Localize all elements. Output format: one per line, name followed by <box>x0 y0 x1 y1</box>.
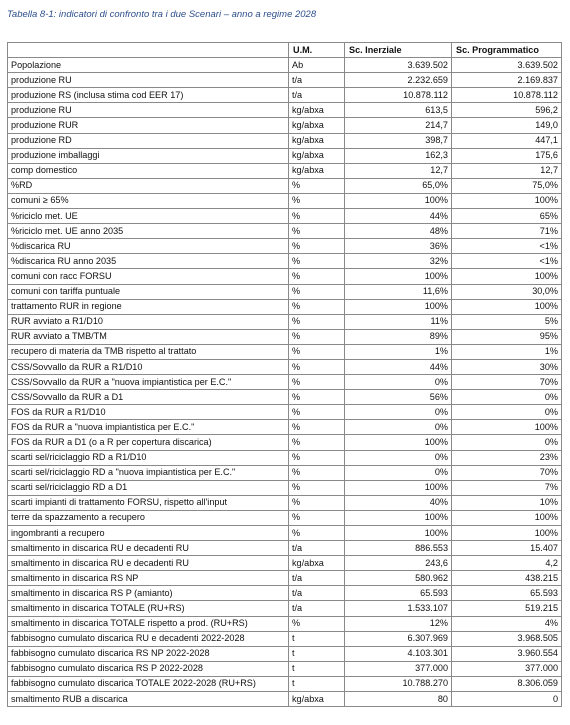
inertial-value-cell: 1% <box>345 344 452 359</box>
inertial-value-cell: 1.533.107 <box>345 601 452 616</box>
table-row <box>8 405 562 420</box>
indicator-cell: scarti sel/riciclaggio RD a R1/D10 <box>8 450 289 465</box>
inertial-value-cell: 0% <box>345 450 452 465</box>
table-row <box>8 269 562 284</box>
indicator-cell: FOS da RUR a R1/D10 <box>8 405 289 420</box>
inertial-value-cell: 0% <box>345 375 452 390</box>
table-row <box>8 375 562 390</box>
programmatic-value-cell: 100% <box>452 193 562 208</box>
table-header-row <box>8 43 562 58</box>
indicator-cell: FOS da RUR a D1 (o a R per copertura discarica) <box>8 435 289 450</box>
indicator-cell: scarti sel/riciclaggio RD a "nuova impiantistica per E.C." <box>8 465 289 480</box>
inertial-value-cell: 56% <box>345 390 452 405</box>
unit-cell: % <box>289 209 345 224</box>
programmatic-value-cell: 3.968.505 <box>452 631 562 646</box>
table-row <box>8 495 562 510</box>
unit-cell: % <box>289 329 345 344</box>
inertial-value-cell: 10.878.112 <box>345 88 452 103</box>
inertial-value-cell: 4.103.301 <box>345 646 452 661</box>
table-row <box>8 163 562 178</box>
table-row <box>8 329 562 344</box>
unit-cell: kg/abxa <box>289 556 345 571</box>
indicator-cell: recupero di materia da TMB rispetto al trattato <box>8 344 289 359</box>
unit-cell: % <box>289 390 345 405</box>
unit-cell: kg/abxa <box>289 148 345 163</box>
unit-cell: % <box>289 193 345 208</box>
indicator-cell: terre da spazzamento a recupero <box>8 510 289 525</box>
indicator-cell: RUR avviato a R1/D10 <box>8 314 289 329</box>
programmatic-value-cell: 23% <box>452 450 562 465</box>
unit-cell: % <box>289 616 345 631</box>
indicator-cell: fabbisogno cumulato discarica TOTALE 2022-2028 (RU+RS) <box>8 676 289 691</box>
indicator-cell: comp domestico <box>8 163 289 178</box>
programmatic-value-cell: 377.000 <box>452 661 562 676</box>
programmatic-value-cell: 12,7 <box>452 163 562 178</box>
programmatic-value-cell: 95% <box>452 329 562 344</box>
inertial-value-cell: 100% <box>345 510 452 525</box>
inertial-value-cell: 398,7 <box>345 133 452 148</box>
programmatic-value-cell: 7% <box>452 480 562 495</box>
programmatic-value-cell: 100% <box>452 510 562 525</box>
inertial-value-cell: 10.788.270 <box>345 676 452 691</box>
table-row <box>8 435 562 450</box>
inertial-value-cell: 80 <box>345 692 452 707</box>
programmatic-value-cell: 70% <box>452 465 562 480</box>
unit-cell: % <box>289 284 345 299</box>
table-row <box>8 661 562 676</box>
table-row <box>8 118 562 133</box>
table-row <box>8 88 562 103</box>
indicator-cell: %RD <box>8 178 289 193</box>
unit-cell: kg/abxa <box>289 118 345 133</box>
programmatic-value-cell: 10.878.112 <box>452 88 562 103</box>
unit-cell: t <box>289 676 345 691</box>
table-row <box>8 646 562 661</box>
table-row <box>8 556 562 571</box>
indicator-cell: produzione RU <box>8 103 289 118</box>
unit-cell: t/a <box>289 541 345 556</box>
unit-cell: % <box>289 344 345 359</box>
indicator-cell: comuni con racc FORSU <box>8 269 289 284</box>
unit-cell: t/a <box>289 586 345 601</box>
programmatic-value-cell: 65.593 <box>452 586 562 601</box>
unit-cell: % <box>289 405 345 420</box>
indicator-cell: %riciclo met. UE anno 2035 <box>8 224 289 239</box>
inertial-value-cell: 100% <box>345 299 452 314</box>
inertial-value-cell: 44% <box>345 209 452 224</box>
indicator-cell: CSS/Sovvallo da RUR a D1 <box>8 390 289 405</box>
unit-cell: % <box>289 224 345 239</box>
inertial-value-cell: 0% <box>345 405 452 420</box>
programmatic-value-cell: 71% <box>452 224 562 239</box>
header-programmatic-scenario: Sc. Programmatico <box>452 43 562 58</box>
unit-cell: t/a <box>289 601 345 616</box>
table-row <box>8 631 562 646</box>
table-row <box>8 450 562 465</box>
inertial-value-cell: 377.000 <box>345 661 452 676</box>
inertial-value-cell: 100% <box>345 193 452 208</box>
programmatic-value-cell: 149,0 <box>452 118 562 133</box>
indicator-cell: smaltimento in discarica RS P (amianto) <box>8 586 289 601</box>
indicator-cell: comuni con tariffa puntuale <box>8 284 289 299</box>
inertial-value-cell: 36% <box>345 239 452 254</box>
programmatic-value-cell: 438.215 <box>452 571 562 586</box>
programmatic-value-cell: 596,2 <box>452 103 562 118</box>
table-row <box>8 480 562 495</box>
header-indicator <box>8 43 289 58</box>
unit-cell: % <box>289 375 345 390</box>
unit-cell: t/a <box>289 571 345 586</box>
programmatic-value-cell: 4,2 <box>452 556 562 571</box>
table-row <box>8 420 562 435</box>
unit-cell: % <box>289 254 345 269</box>
table-row <box>8 254 562 269</box>
unit-cell: t <box>289 646 345 661</box>
programmatic-value-cell: 519.215 <box>452 601 562 616</box>
programmatic-value-cell: 30,0% <box>452 284 562 299</box>
table-row <box>8 601 562 616</box>
table-row <box>8 73 562 88</box>
indicator-cell: fabbisogno cumulato discarica RS P 2022-2028 <box>8 661 289 676</box>
table-row <box>8 314 562 329</box>
programmatic-value-cell: 447,1 <box>452 133 562 148</box>
table-row <box>8 465 562 480</box>
indicator-cell: CSS/Sovvallo da RUR a "nuova impiantistica per E.C." <box>8 375 289 390</box>
inertial-value-cell: 6.307.969 <box>345 631 452 646</box>
unit-cell: % <box>289 495 345 510</box>
unit-cell: kg/abxa <box>289 692 345 707</box>
unit-cell: % <box>289 510 345 525</box>
programmatic-value-cell: <1% <box>452 254 562 269</box>
inertial-value-cell: 100% <box>345 435 452 450</box>
indicator-cell: %discarica RU <box>8 239 289 254</box>
unit-cell: kg/abxa <box>289 103 345 118</box>
indicator-cell: smaltimento in discarica RU e decadenti RU <box>8 541 289 556</box>
table-row <box>8 541 562 556</box>
inertial-value-cell: 65,0% <box>345 178 452 193</box>
inertial-value-cell: 12,7 <box>345 163 452 178</box>
table-row <box>8 239 562 254</box>
indicator-cell: RUR avviato a TMB/TM <box>8 329 289 344</box>
programmatic-value-cell: <1% <box>452 239 562 254</box>
inertial-value-cell: 89% <box>345 329 452 344</box>
programmatic-value-cell: 10% <box>452 495 562 510</box>
indicator-cell: FOS da RUR a "nuova impiantistica per E.C." <box>8 420 289 435</box>
inertial-value-cell: 40% <box>345 495 452 510</box>
indicator-cell: %riciclo met. UE <box>8 209 289 224</box>
programmatic-value-cell: 0% <box>452 390 562 405</box>
header-inertial-scenario: Sc. Inerziale <box>345 43 452 58</box>
unit-cell: % <box>289 299 345 314</box>
unit-cell: % <box>289 526 345 541</box>
inertial-value-cell: 214,7 <box>345 118 452 133</box>
unit-cell: % <box>289 450 345 465</box>
inertial-value-cell: 12% <box>345 616 452 631</box>
table-row <box>8 103 562 118</box>
unit-cell: kg/abxa <box>289 133 345 148</box>
unit-cell: % <box>289 435 345 450</box>
inertial-value-cell: 886.553 <box>345 541 452 556</box>
table-row <box>8 571 562 586</box>
programmatic-value-cell: 15.407 <box>452 541 562 556</box>
unit-cell: % <box>289 480 345 495</box>
inertial-value-cell: 100% <box>345 480 452 495</box>
inertial-value-cell: 32% <box>345 254 452 269</box>
programmatic-value-cell: 2.169.837 <box>452 73 562 88</box>
indicator-cell: produzione RD <box>8 133 289 148</box>
indicator-cell: produzione RU <box>8 73 289 88</box>
programmatic-value-cell: 0% <box>452 435 562 450</box>
table-row <box>8 692 562 707</box>
unit-cell: % <box>289 314 345 329</box>
unit-cell: t/a <box>289 73 345 88</box>
unit-cell: % <box>289 465 345 480</box>
inertial-value-cell: 100% <box>345 269 452 284</box>
programmatic-value-cell: 8.306.059 <box>452 676 562 691</box>
programmatic-value-cell: 3.960.554 <box>452 646 562 661</box>
indicator-cell: fabbisogno cumulato discarica RS NP 2022-2028 <box>8 646 289 661</box>
inertial-value-cell: 613,5 <box>345 103 452 118</box>
table-row <box>8 586 562 601</box>
unit-cell: t <box>289 661 345 676</box>
inertial-value-cell: 2.232.659 <box>345 73 452 88</box>
programmatic-value-cell: 65% <box>452 209 562 224</box>
indicator-cell: Popolazione <box>8 58 289 73</box>
indicator-cell: fabbisogno cumulato discarica RU e decadenti 2022-2028 <box>8 631 289 646</box>
table-row <box>8 299 562 314</box>
unit-cell: % <box>289 359 345 374</box>
table-row <box>8 148 562 163</box>
indicator-cell: produzione imballaggi <box>8 148 289 163</box>
table-caption: Tabella 8-1: indicatori di confronto tra i due Scenari – anno a regime 2028 <box>7 9 317 20</box>
table-row <box>8 510 562 525</box>
programmatic-value-cell: 70% <box>452 375 562 390</box>
unit-cell: t/a <box>289 88 345 103</box>
inertial-value-cell: 3.639.502 <box>345 58 452 73</box>
unit-cell: t <box>289 631 345 646</box>
table-row <box>8 224 562 239</box>
table-row <box>8 284 562 299</box>
indicator-cell: scarti sel/riciclaggio RD a D1 <box>8 480 289 495</box>
table-row <box>8 178 562 193</box>
table-row <box>8 344 562 359</box>
programmatic-value-cell: 3.639.502 <box>452 58 562 73</box>
programmatic-value-cell: 100% <box>452 269 562 284</box>
programmatic-value-cell: 0% <box>452 405 562 420</box>
inertial-value-cell: 48% <box>345 224 452 239</box>
programmatic-value-cell: 75,0% <box>452 178 562 193</box>
table-body <box>8 58 562 707</box>
programmatic-value-cell: 100% <box>452 420 562 435</box>
table-row <box>8 616 562 631</box>
table-row <box>8 58 562 73</box>
indicator-cell: %discarica RU anno 2035 <box>8 254 289 269</box>
inertial-value-cell: 0% <box>345 420 452 435</box>
unit-cell: % <box>289 239 345 254</box>
unit-cell: % <box>289 269 345 284</box>
indicator-cell: ingombranti a recupero <box>8 526 289 541</box>
unit-cell: % <box>289 178 345 193</box>
programmatic-value-cell: 0 <box>452 692 562 707</box>
inertial-value-cell: 65.593 <box>345 586 452 601</box>
programmatic-value-cell: 175,6 <box>452 148 562 163</box>
table-row <box>8 209 562 224</box>
unit-cell: Ab <box>289 58 345 73</box>
table-row <box>8 390 562 405</box>
indicator-cell: smaltimento in discarica TOTALE rispetto a prod. (RU+RS) <box>8 616 289 631</box>
programmatic-value-cell: 5% <box>452 314 562 329</box>
indicator-cell: smaltimento in discarica TOTALE (RU+RS) <box>8 601 289 616</box>
inertial-value-cell: 100% <box>345 526 452 541</box>
programmatic-value-cell: 4% <box>452 616 562 631</box>
table-row <box>8 193 562 208</box>
inertial-value-cell: 11,6% <box>345 284 452 299</box>
programmatic-value-cell: 100% <box>452 299 562 314</box>
inertial-value-cell: 11% <box>345 314 452 329</box>
table-row <box>8 676 562 691</box>
inertial-value-cell: 162,3 <box>345 148 452 163</box>
programmatic-value-cell: 30% <box>452 359 562 374</box>
indicator-cell: smaltimento in discarica RU e decadenti RU <box>8 556 289 571</box>
programmatic-value-cell: 1% <box>452 344 562 359</box>
comparison-table <box>7 42 562 707</box>
table-row <box>8 359 562 374</box>
indicator-cell: produzione RS (inclusa stima cod EER 17) <box>8 88 289 103</box>
unit-cell: % <box>289 420 345 435</box>
indicator-cell: smaltimento in discarica RS NP <box>8 571 289 586</box>
inertial-value-cell: 44% <box>345 359 452 374</box>
indicator-cell: trattamento RUR in regione <box>8 299 289 314</box>
programmatic-value-cell: 100% <box>452 526 562 541</box>
indicator-cell: CSS/Sovvallo da RUR a R1/D10 <box>8 359 289 374</box>
table-row <box>8 526 562 541</box>
table-row <box>8 133 562 148</box>
inertial-value-cell: 0% <box>345 465 452 480</box>
indicator-cell: smaltimento RUB a discarica <box>8 692 289 707</box>
unit-cell: kg/abxa <box>289 163 345 178</box>
indicator-cell: scarti impianti di trattamento FORSU, rispetto all'input <box>8 495 289 510</box>
indicator-cell: produzione RUR <box>8 118 289 133</box>
inertial-value-cell: 580.962 <box>345 571 452 586</box>
inertial-value-cell: 243,6 <box>345 556 452 571</box>
header-unit: U.M. <box>289 43 345 58</box>
indicator-cell: comuni ≥ 65% <box>8 193 289 208</box>
